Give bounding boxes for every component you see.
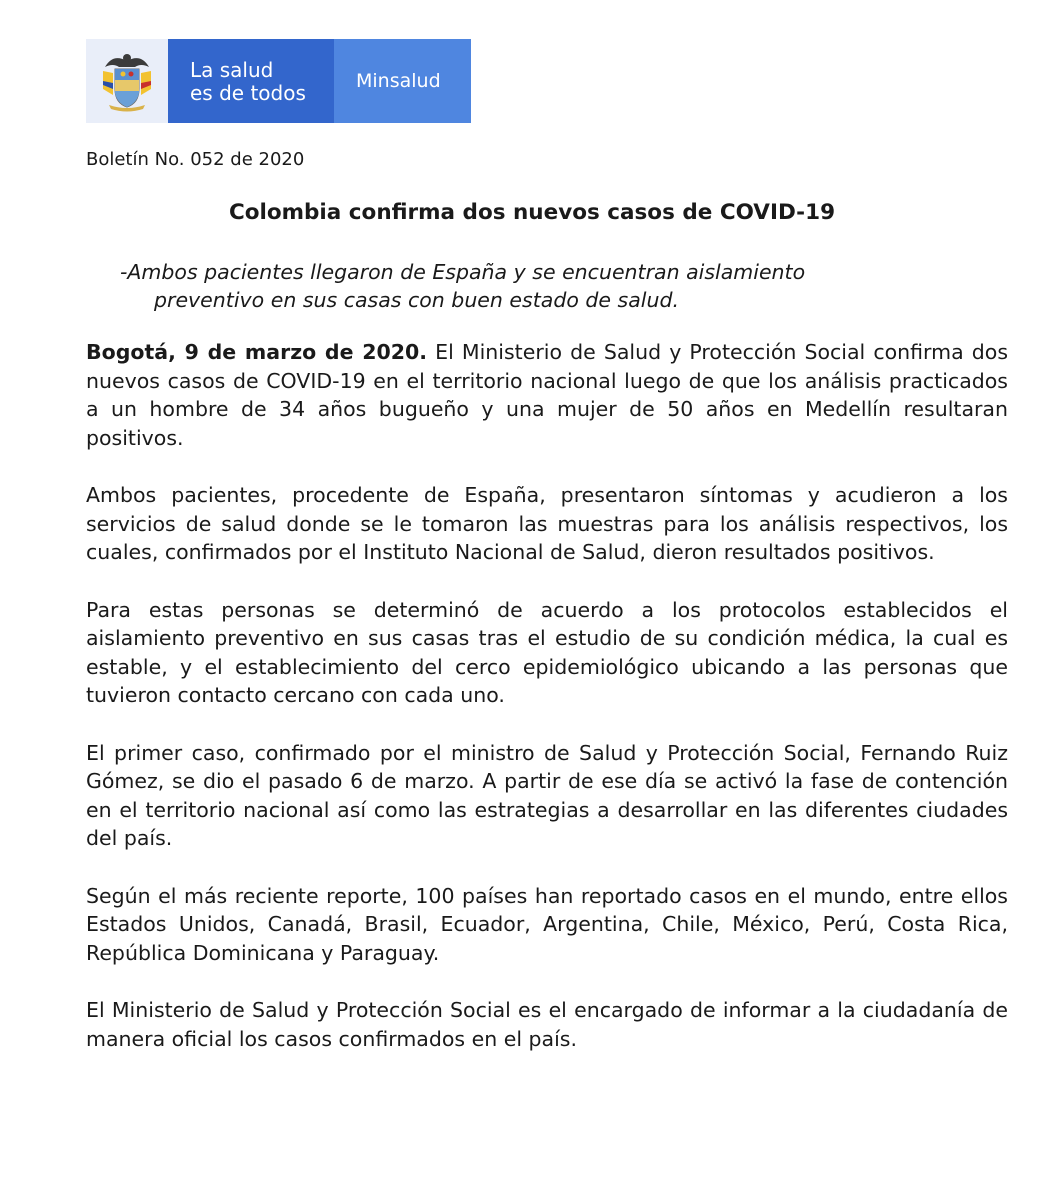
paragraph-1 xyxy=(86,338,1008,452)
paragraph-6: El Ministerio de Salud y Protección Social es el encargado de informar a la ciudadanía de manera oficial los casos confirmados en el país. xyxy=(86,998,1008,1051)
paragraph-1-text: El Ministerio de Salud y Protección Social confirma dos nuevos casos de COVID-19 en el territorio nacional luego de que los análisis practicados a un hombre de 34 años bugueño y una mujer de 50 años en Medellín resultaran positivos. xyxy=(86,340,1008,450)
header-banner xyxy=(86,39,471,123)
coat-of-arms-icon xyxy=(99,49,155,113)
brand-panel xyxy=(334,39,471,123)
subtitle-line-1: -Ambos pacientes llegaron de España y se encuentran aislamiento xyxy=(120,260,806,284)
article-body xyxy=(86,338,1008,1082)
paragraph-4: El primer caso, confirmado por el ministro de Salud y Protección Social, Fernando Ruiz Gómez, se dio el pasado 6 de marzo. A partir de ese día se activó la fase de contención en el territorio nacional así como las estrategias a desarrollar en las diferentes ciudades del país. xyxy=(86,740,1008,850)
paragraph-5: Según el más reciente reporte, 100 países han reportado casos en el mundo, entre ellos Estados Unidos, Canadá, Brasil, Ecuador, Argentina, Chile, México, Perú, Costa Rica, República Dominicana y Paraguay. xyxy=(86,883,1008,965)
page-title: Colombia confirma dos nuevos casos de COVID-19 xyxy=(228,200,836,225)
slogan-line-1: La salud xyxy=(190,58,274,82)
dateline: Bogotá, 9 de marzo de 2020. xyxy=(86,340,428,364)
subtitle-line-2: preventivo en sus casas con buen estado de salud. xyxy=(154,288,679,312)
brand-label: Minsalud xyxy=(356,70,441,92)
paragraph-2: Ambos pacientes, procedente de España, presentaron síntomas y acudieron a los servicios de salud donde se le tomaron las muestras para los análisis respectivos, los cuales, confirmados por el Instituto Nacional de Salud, dieron resultados positivos. xyxy=(86,483,1008,564)
crest-panel xyxy=(86,39,168,123)
paragraph-3: Para estas personas se determinó de acuerdo a los protocolos establecidos el aislamiento preventivo en sus casas tras el estudio de su condición médica, la cual es estable, y el establecimiento del cerco epidemiológico ubicando a las personas que tuvieron contacto cercano con cada uno. xyxy=(86,597,1008,707)
bulletin-number: Boletín No. 052 de 2020 xyxy=(86,149,305,170)
subtitle xyxy=(120,258,805,314)
slogan-line-2: es de todos xyxy=(190,81,306,105)
slogan-panel xyxy=(168,39,334,123)
